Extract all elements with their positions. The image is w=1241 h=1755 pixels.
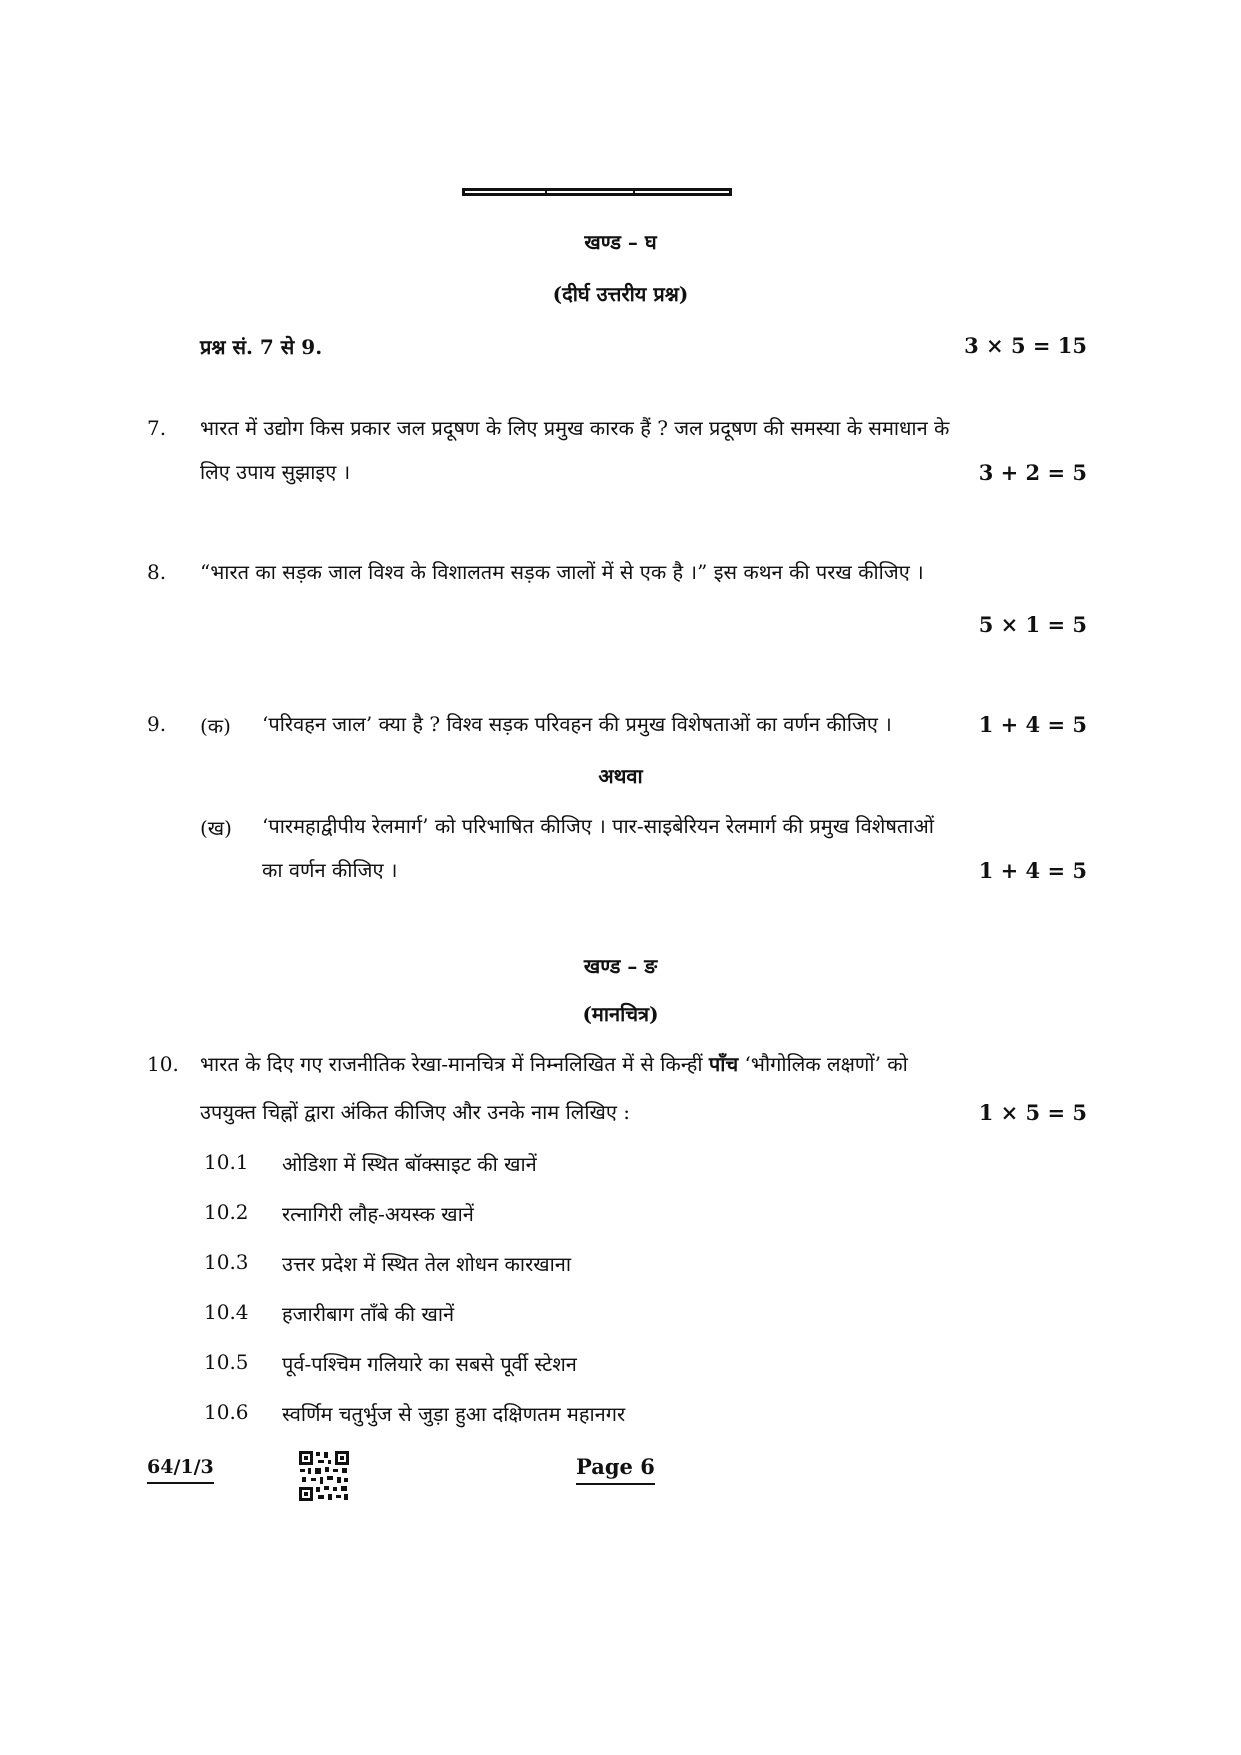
page-number: Page 6 — [576, 1454, 655, 1485]
q8-marks: 5 × 1 = 5 — [978, 612, 1087, 637]
q10-number: 10. — [147, 1052, 179, 1076]
q10-item-text: ओडिशा में स्थित बॉक्साइट की खानें — [282, 1152, 537, 1176]
decorative-bar — [462, 188, 732, 196]
q10-line1-post: ‘भौगोलिक लक्षणों’ को — [744, 1052, 908, 1076]
q10-item-text: रत्नागिरी लौह-अयस्क खानें — [282, 1202, 474, 1226]
q10-line2: उपयुक्त चिह्नों द्वारा अंकित कीजिए और उनके नाम लिखिए : — [200, 1100, 631, 1124]
q9b-line1: ‘पारमहाद्वीपीय रेलमार्ग’ को परिभाषित कीजिए । पार-साइबेरियन रेलमार्ग की प्रमुख विशेषताओं — [262, 814, 934, 838]
q10-item-number: 10.1 — [204, 1150, 249, 1174]
q9a-text: ‘परिवहन जाल’ क्या है ? विश्व सड़क परिवहन की प्रमुख विशेषताओं का वर्णन कीजिए । — [262, 712, 892, 736]
q8-number: 8. — [147, 560, 167, 584]
q9a-label: (क) — [200, 714, 231, 738]
q7-line2: लिए उपाय सुझाइए । — [200, 460, 351, 484]
q10-item-number: 10.6 — [204, 1400, 249, 1424]
q9b-marks: 1 + 4 = 5 — [978, 858, 1087, 883]
q10-marks: 1 × 5 = 5 — [978, 1100, 1087, 1125]
section-d-subtitle: (दीर्घ उत्तरीय प्रश्न) — [552, 282, 689, 306]
q10-item-number: 10.3 — [204, 1250, 249, 1274]
section-d-title: खण्ड – घ — [584, 230, 657, 254]
q10-item-number: 10.2 — [204, 1200, 249, 1224]
q7-marks: 3 + 2 = 5 — [978, 460, 1087, 485]
q8-text: “भारत का सड़क जाल विश्व के विशालतम सड़क जालों में से एक है ।” इस कथन की परख कीजिए । — [200, 560, 924, 584]
q10-line1 — [200, 1042, 1090, 1086]
section-e-title: खण्ड – ङ — [583, 954, 658, 978]
q10-item-number: 10.5 — [204, 1350, 249, 1374]
q9b-label: (ख) — [200, 816, 232, 840]
q10-item-text: हजारीबाग ताँबे की खानें — [282, 1302, 455, 1326]
q10-line1-pre: भारत के दिए गए राजनीतिक रेखा-मानचित्र में निम्नलिखित में से किन्हीं — [200, 1052, 703, 1076]
q7-line1: भारत में उद्योग किस प्रकार जल प्रदूषण के लिए प्रमुख कारक हैं ? जल प्रदूषण की समस्या के समाधान के — [200, 416, 950, 440]
q10-item-number: 10.4 — [204, 1300, 249, 1324]
q7-number: 7. — [147, 416, 167, 440]
question-range-marks: 3 × 5 = 15 — [964, 333, 1087, 358]
q9a-marks: 1 + 4 = 5 — [978, 712, 1087, 737]
q9-number: 9. — [147, 712, 167, 736]
q9b-line2: का वर्णन कीजिए । — [262, 858, 398, 882]
q10-item-text: स्वर्णिम चतुर्भुज से जुड़ा हुआ दक्षिणतम महानगर — [282, 1402, 626, 1426]
or-label: अथवा — [598, 764, 643, 788]
section-e-subtitle: (मानचित्र) — [582, 1002, 659, 1026]
question-range-label: प्रश्न सं. 7 से 9. — [200, 335, 323, 359]
q10-item-text: उत्तर प्रदेश में स्थित तेल शोधन कारखाना — [282, 1252, 572, 1276]
qr-code-icon — [298, 1450, 350, 1502]
paper-code: 64/1/3 — [147, 1456, 214, 1484]
q10-item-text: पूर्व-पश्चिम गलियारे का सबसे पूर्वी स्टेशन — [282, 1352, 577, 1376]
q10-line1-bold: पाँच — [708, 1052, 739, 1076]
